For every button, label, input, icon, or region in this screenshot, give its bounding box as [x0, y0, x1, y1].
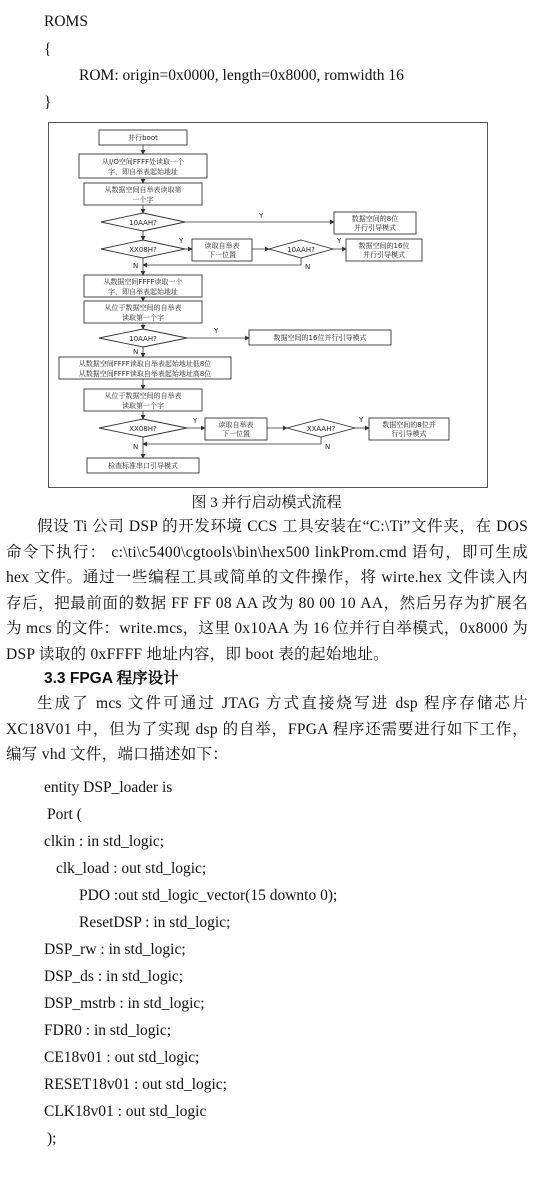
node-read-data-text1: 从数据空间自举表读取第 [104, 186, 182, 194]
flowchart-svg [49, 123, 487, 487]
figure-caption: 图 3 并行启动模式流程 [191, 495, 342, 511]
node-read-first-2-text1: 从位于数据空间的自举表 [104, 392, 182, 400]
node-mode8b-text1: 数据空间的8位并 [382, 421, 436, 429]
decision-xx08h-2-text: XX08H? [129, 425, 157, 433]
node-readnext-1-text2: 下一位置 [208, 251, 236, 259]
flowchart-figure [48, 122, 488, 488]
code-line: ResetDSP : in std_logic; [79, 914, 231, 931]
code-line: DSP_mstrb : in std_logic; [44, 995, 205, 1012]
node-mode8-text1: 数据空间的8位 [351, 215, 399, 223]
section-heading: 3.3 FPGA 程序设计 [44, 670, 179, 687]
code-line: clkin : in std_logic; [44, 833, 165, 850]
label-n: N [133, 262, 139, 270]
node-read-io-text1: 从I/O空间FFFF处读取一个 [101, 158, 185, 166]
node-read-ffff-text1: 从数据空间FFFF读取一个 [103, 278, 183, 286]
node-readnext-1-text1: 读取自举表 [204, 242, 240, 250]
code-line: clk_load : out std_logic; [56, 860, 207, 877]
label-y: Y [179, 237, 184, 245]
code-line: ); [47, 1130, 57, 1147]
section-paragraph: 生成了 mcs 文件可通过 JTAG 方式直接烧写进 dsp 程序存储芯片 XC18V01 中，但为了实现 dsp 的自举，FPGA 程序还需要进行如下工作，编写 vhd 文件，端口描述如下： [6, 695, 528, 763]
code-line: FDR0 : in std_logic; [44, 1022, 172, 1039]
node-read-data-text2: 一个字 [132, 196, 154, 204]
node-mode16-text1: 数据空间的16位 [358, 242, 410, 250]
decision-10aah-2-text: 10AAH? [287, 246, 315, 254]
label-y: Y [337, 237, 342, 245]
node-readnext-2-text2: 下一位置 [222, 430, 250, 438]
node-read-ffff-text2: 字，即自举表起始地址 [108, 288, 178, 296]
node-read-io-text2: 字，即自举表起始地址 [108, 168, 178, 176]
code-line: PDO :out std_logic_vector(15 downto 0); [79, 887, 338, 904]
code-line: DSP_rw : in std_logic; [44, 941, 186, 958]
node-mode8-text2: 并行引导模式 [354, 224, 396, 232]
code-brace-open: { [44, 41, 52, 58]
node-read-first-text2: 读取第一个字 [122, 314, 164, 322]
label-y: Y [214, 327, 219, 335]
label-y: Y [359, 416, 364, 424]
code-line: entity DSP_loader is [44, 779, 173, 796]
label-n: N [305, 263, 311, 271]
node-serial-text: 检查标准串口引导模式 [108, 462, 178, 470]
label-n: N [133, 348, 139, 356]
node-mode16-long-text: 数据空间的16位并行引导模式 [273, 334, 367, 342]
node-read-first-2-text2: 读取第一个字 [122, 402, 164, 410]
label-y: Y [259, 212, 264, 220]
node-read-first-text1: 从位于数据空间的自举表 [104, 304, 182, 312]
code-line: Port ( [47, 806, 82, 823]
decision-xxaah-text: XXAAH? [306, 425, 336, 433]
decision-xx08h-1-text: XX08H? [129, 246, 157, 254]
node-readnext-2-text1: 读取自举表 [218, 421, 254, 429]
node-mode16-text2: 并行引导模式 [363, 251, 405, 259]
label-n: N [325, 443, 331, 451]
code-line: RESET18v01 : out std_logic; [44, 1076, 227, 1093]
node-start-text: 并行boot [128, 134, 158, 142]
decision-10aah-1-text: 10AAH? [129, 219, 157, 227]
body-paragraph: 假设 Ti 公司 DSP 的开发环境 CCS 工具安装在“C:\Ti”文件夹，在 DOS 命令下执行： c:\ti\c5400\cgtools\bin\hex500 linkProm.cmd 语句，即可生成 hex 文件。通过一些编程工具或简单的文件操作，将 wirte.hex 文件读入内存后，把最前面的数据 FF FF 08 AA 改为 80 00 10 AA，然后另存为扩展名为 mcs 的文件：write.mcs，这里 0x10AA 为 16 位并行自举模式，0x8000 为 DSP 读取的 0xFFFF 地址内容，即 boot 表的起始地址。 [6, 518, 528, 663]
node-read-lo-text: 从数据空间FFFF读取自举表起始地址低8位 [78, 360, 212, 368]
decision-10aah-3-text: 10AAH? [129, 335, 157, 343]
code-rom-line: ROM: origin=0x0000, length=0x8000, romwidth 16 [79, 67, 404, 84]
label-y: Y [193, 417, 198, 425]
code-line: CE18v01 : out std_logic; [44, 1049, 200, 1066]
code-roms: ROMS [44, 13, 88, 30]
label-n: N [133, 443, 139, 451]
node-mode8b-text2: 行引导模式 [391, 430, 427, 438]
code-line: CLK18v01 : out std_logic [44, 1103, 207, 1120]
code-brace-close: } [44, 94, 52, 111]
code-line: DSP_ds : in std_logic; [44, 968, 184, 985]
node-read-hi-text: 从数据空间FFFF读取自举表起始地址高8位 [78, 370, 212, 378]
